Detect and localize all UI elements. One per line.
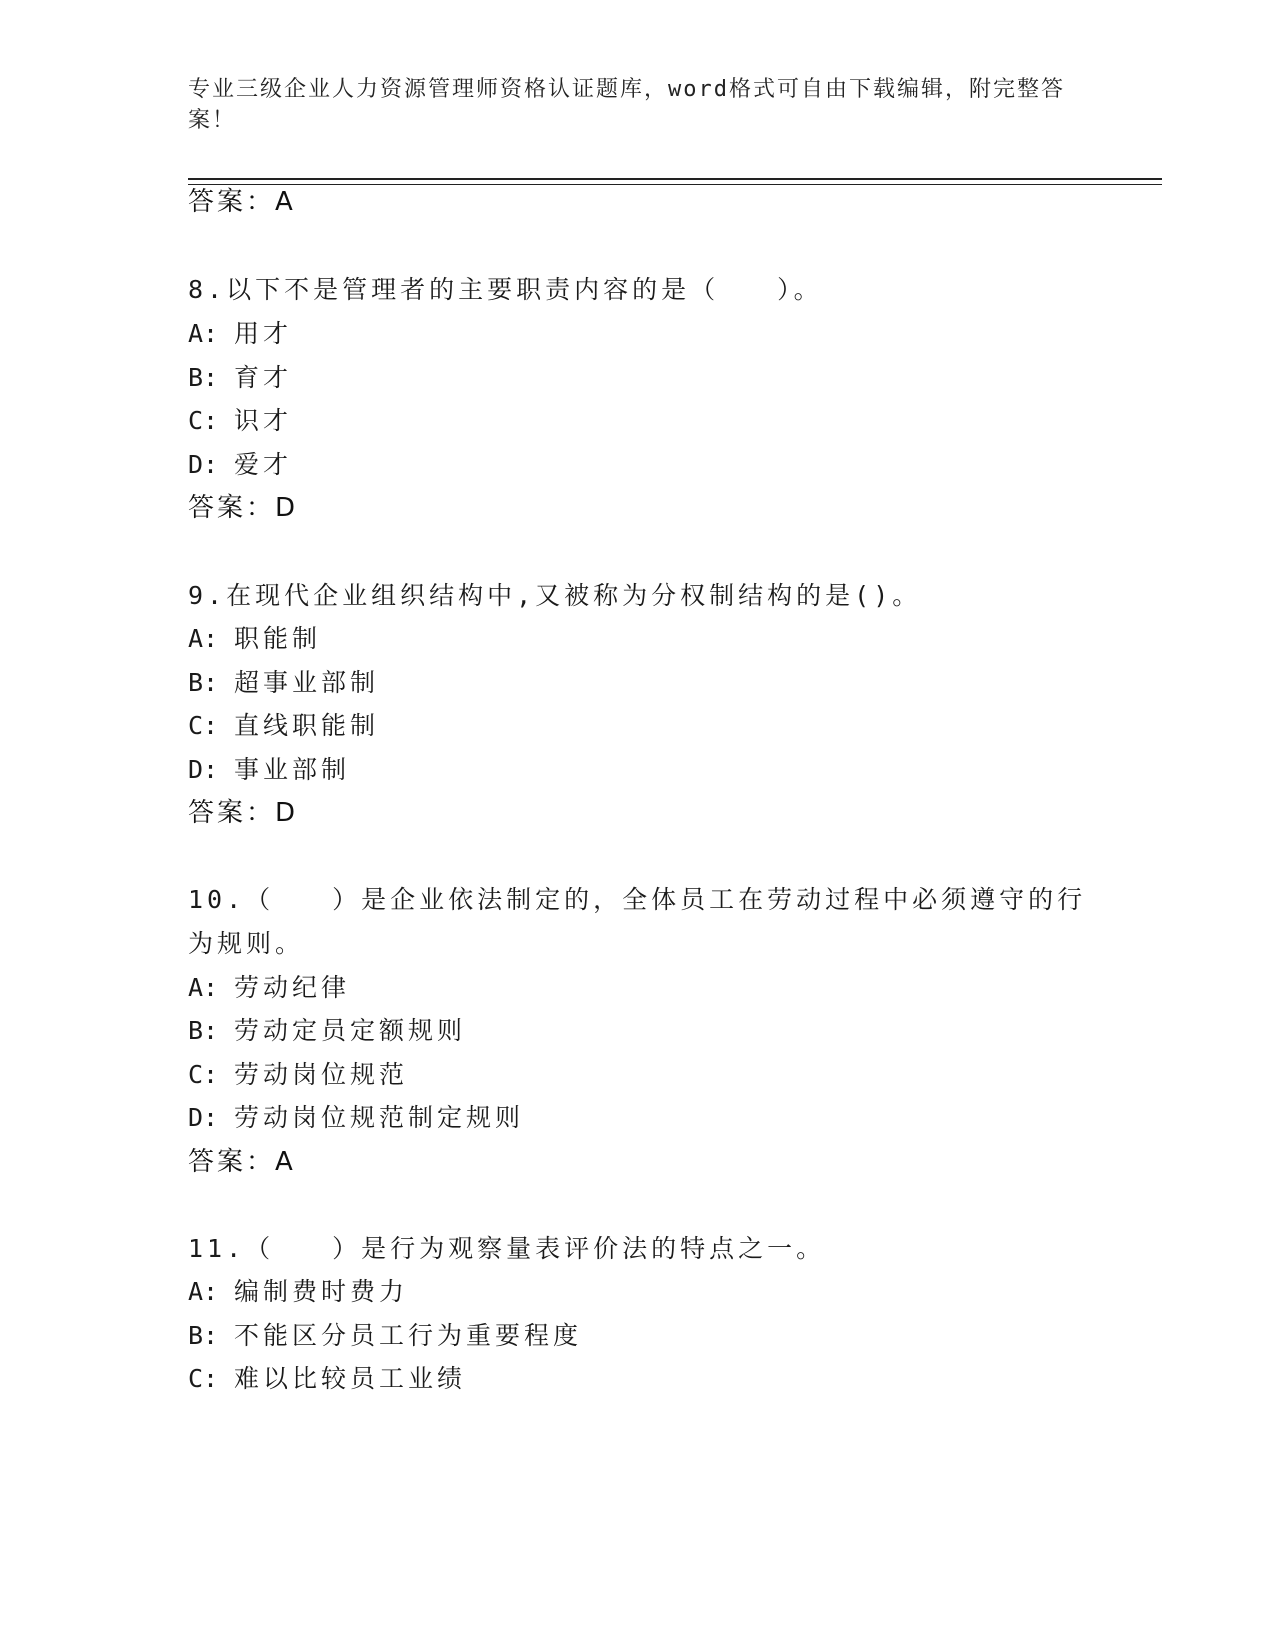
option-text: 爱才 bbox=[234, 450, 293, 479]
option-key: C: bbox=[188, 1060, 219, 1089]
question-8-option-d bbox=[188, 449, 292, 481]
question-9-answer: 答案：D bbox=[188, 798, 299, 828]
question-10-option-d bbox=[188, 1102, 524, 1134]
option-text: 不能区分员工行为重要程度 bbox=[234, 1321, 583, 1350]
option-key: D: bbox=[188, 755, 219, 784]
option-text: 育才 bbox=[234, 363, 293, 392]
question-11-option-b bbox=[188, 1320, 582, 1352]
option-text: 事业部制 bbox=[234, 755, 351, 784]
option-key: C: bbox=[188, 406, 219, 435]
option-text: 直线职能制 bbox=[234, 711, 380, 740]
question-11-option-a bbox=[188, 1276, 408, 1308]
question-10-stem-line-1: 10.（ ）是企业依法制定的，全体员工在劳动过程中必须遵守的行 bbox=[188, 885, 1087, 914]
option-text: 难以比较员工业绩 bbox=[234, 1364, 467, 1393]
option-key: A: bbox=[188, 624, 219, 653]
question-10-stem-line-2: 为规则。 bbox=[188, 929, 305, 958]
option-key: B: bbox=[188, 363, 219, 392]
option-text: 识才 bbox=[234, 406, 293, 435]
option-key: D: bbox=[188, 1103, 219, 1132]
option-key: D: bbox=[188, 450, 219, 479]
option-key: C: bbox=[188, 1364, 219, 1393]
option-text: 编制费时费力 bbox=[234, 1277, 409, 1306]
option-key: B: bbox=[188, 1016, 219, 1045]
option-key: A: bbox=[188, 319, 219, 348]
option-key: A: bbox=[188, 1277, 219, 1306]
question-10-option-a bbox=[188, 972, 350, 1004]
question-9-option-c bbox=[188, 710, 379, 742]
question-9-option-a bbox=[188, 623, 321, 655]
option-key: A: bbox=[188, 973, 219, 1002]
question-9-stem: 9.在现代企业组织结构中,又被称为分权制结构的是()。 bbox=[188, 581, 922, 610]
option-text: 劳动定员定额规则 bbox=[234, 1016, 467, 1045]
option-key: B: bbox=[188, 668, 219, 697]
question-8-option-b bbox=[188, 362, 292, 394]
question-8-option-c bbox=[188, 405, 292, 437]
question-8-stem: 8.以下不是管理者的主要职责内容的是（ ）。 bbox=[188, 275, 823, 304]
previous-answer: 答案：A bbox=[188, 187, 296, 217]
option-text: 劳动岗位规范 bbox=[234, 1060, 409, 1089]
question-8-option-a bbox=[188, 318, 292, 350]
document-header: 专业三级企业人力资源管理师资格认证题库，word格式可自由下载编辑，附完整答案！ bbox=[188, 77, 1065, 133]
option-text: 职能制 bbox=[234, 624, 322, 653]
question-9-option-d bbox=[188, 754, 350, 786]
option-text: 劳动岗位规范制定规则 bbox=[234, 1103, 525, 1132]
question-9-option-b bbox=[188, 667, 379, 699]
option-text: 用才 bbox=[234, 319, 293, 348]
question-10-option-c bbox=[188, 1059, 408, 1091]
question-10-answer: 答案：A bbox=[188, 1147, 296, 1177]
option-key: C: bbox=[188, 711, 219, 740]
question-11-stem: 11.（ ）是行为观察量表评价法的特点之一。 bbox=[188, 1234, 826, 1263]
header-divider-thick bbox=[188, 178, 1162, 180]
question-10-option-b bbox=[188, 1015, 466, 1047]
question-11-option-c bbox=[188, 1363, 466, 1395]
header-divider-thin bbox=[188, 184, 1162, 185]
option-key: B: bbox=[188, 1321, 219, 1350]
option-text: 超事业部制 bbox=[234, 668, 380, 697]
option-text: 劳动纪律 bbox=[234, 973, 351, 1002]
question-8-answer: 答案：D bbox=[188, 493, 299, 523]
